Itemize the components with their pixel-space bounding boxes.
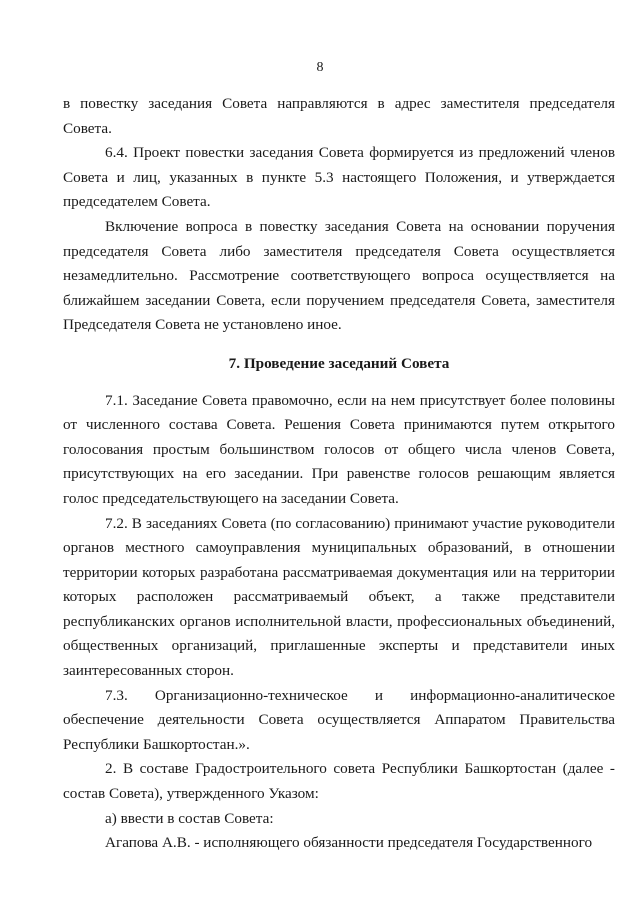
section-title: 7. Проведение заседаний Совета <box>228 354 450 372</box>
paragraph-6-4: 6.4. Проект повестки заседания Совета формируется из предложений членов Совета и лиц, указанных в пункте 5.3 настоящего Положения, и утверждается председателем Совета. <box>63 144 615 211</box>
document-body <box>63 92 615 856</box>
paragraph-item-2: 2. В составе Градостроительного совета Республики Башкортостан (далее - состав Совета), утвержденного Указом: <box>63 760 615 803</box>
paragraph-7-1: 7.1. Заседание Совета правомочно, если на нем присутствует более половины от численного состава Совета. Решения Совета принимаются путем открытого голосования простым большинством голосов от общего числа членов Совета, присутствующих на его заседании. При равенстве голосов решающим является голос председательствующего на заседании Совета. <box>63 391 615 507</box>
page-number: 8 <box>316 60 324 75</box>
paragraph-7-2: 7.2. В заседаниях Совета (по согласованию) принимают участие руководители органов местного самоуправления муниципальных образований, в отношении территории которых разработана рассматриваемая документация или на территории которых расположен рассматриваемый объект, а также представители республиканских органов исполнительной власти, профессиональных объединений, общественных организаций, приглашенные эксперты и представители иных заинтересованных сторон. <box>63 514 615 680</box>
paragraph-agapov: Агапова А.В. - исполняющего обязанности председателя Государственного <box>105 834 593 852</box>
paragraph-7-3: 7.3. Организационно-техническое и информационно-аналитическое обеспечение деятельности Совета осуществляется Аппаратом Правительства Республики Башкортостан.». <box>63 686 615 753</box>
paragraph-item-a: а) ввести в состав Совета: <box>105 809 274 827</box>
paragraph-agenda-inclusion: Включение вопроса в повестку заседания Совета на основании поручения председателя Совета либо заместителя председателя Совета осуществляется незамедлительно. Рассмотрение соответствующего вопроса осуществляется на ближайшем заседании Совета, если поручением председателя Совета, заместителя Председателя Совета не установлено иное. <box>63 217 615 334</box>
paragraph-agenda-continuation: в повестку заседания Совета направляются в адрес заместителя председателя Совета. <box>63 95 615 137</box>
